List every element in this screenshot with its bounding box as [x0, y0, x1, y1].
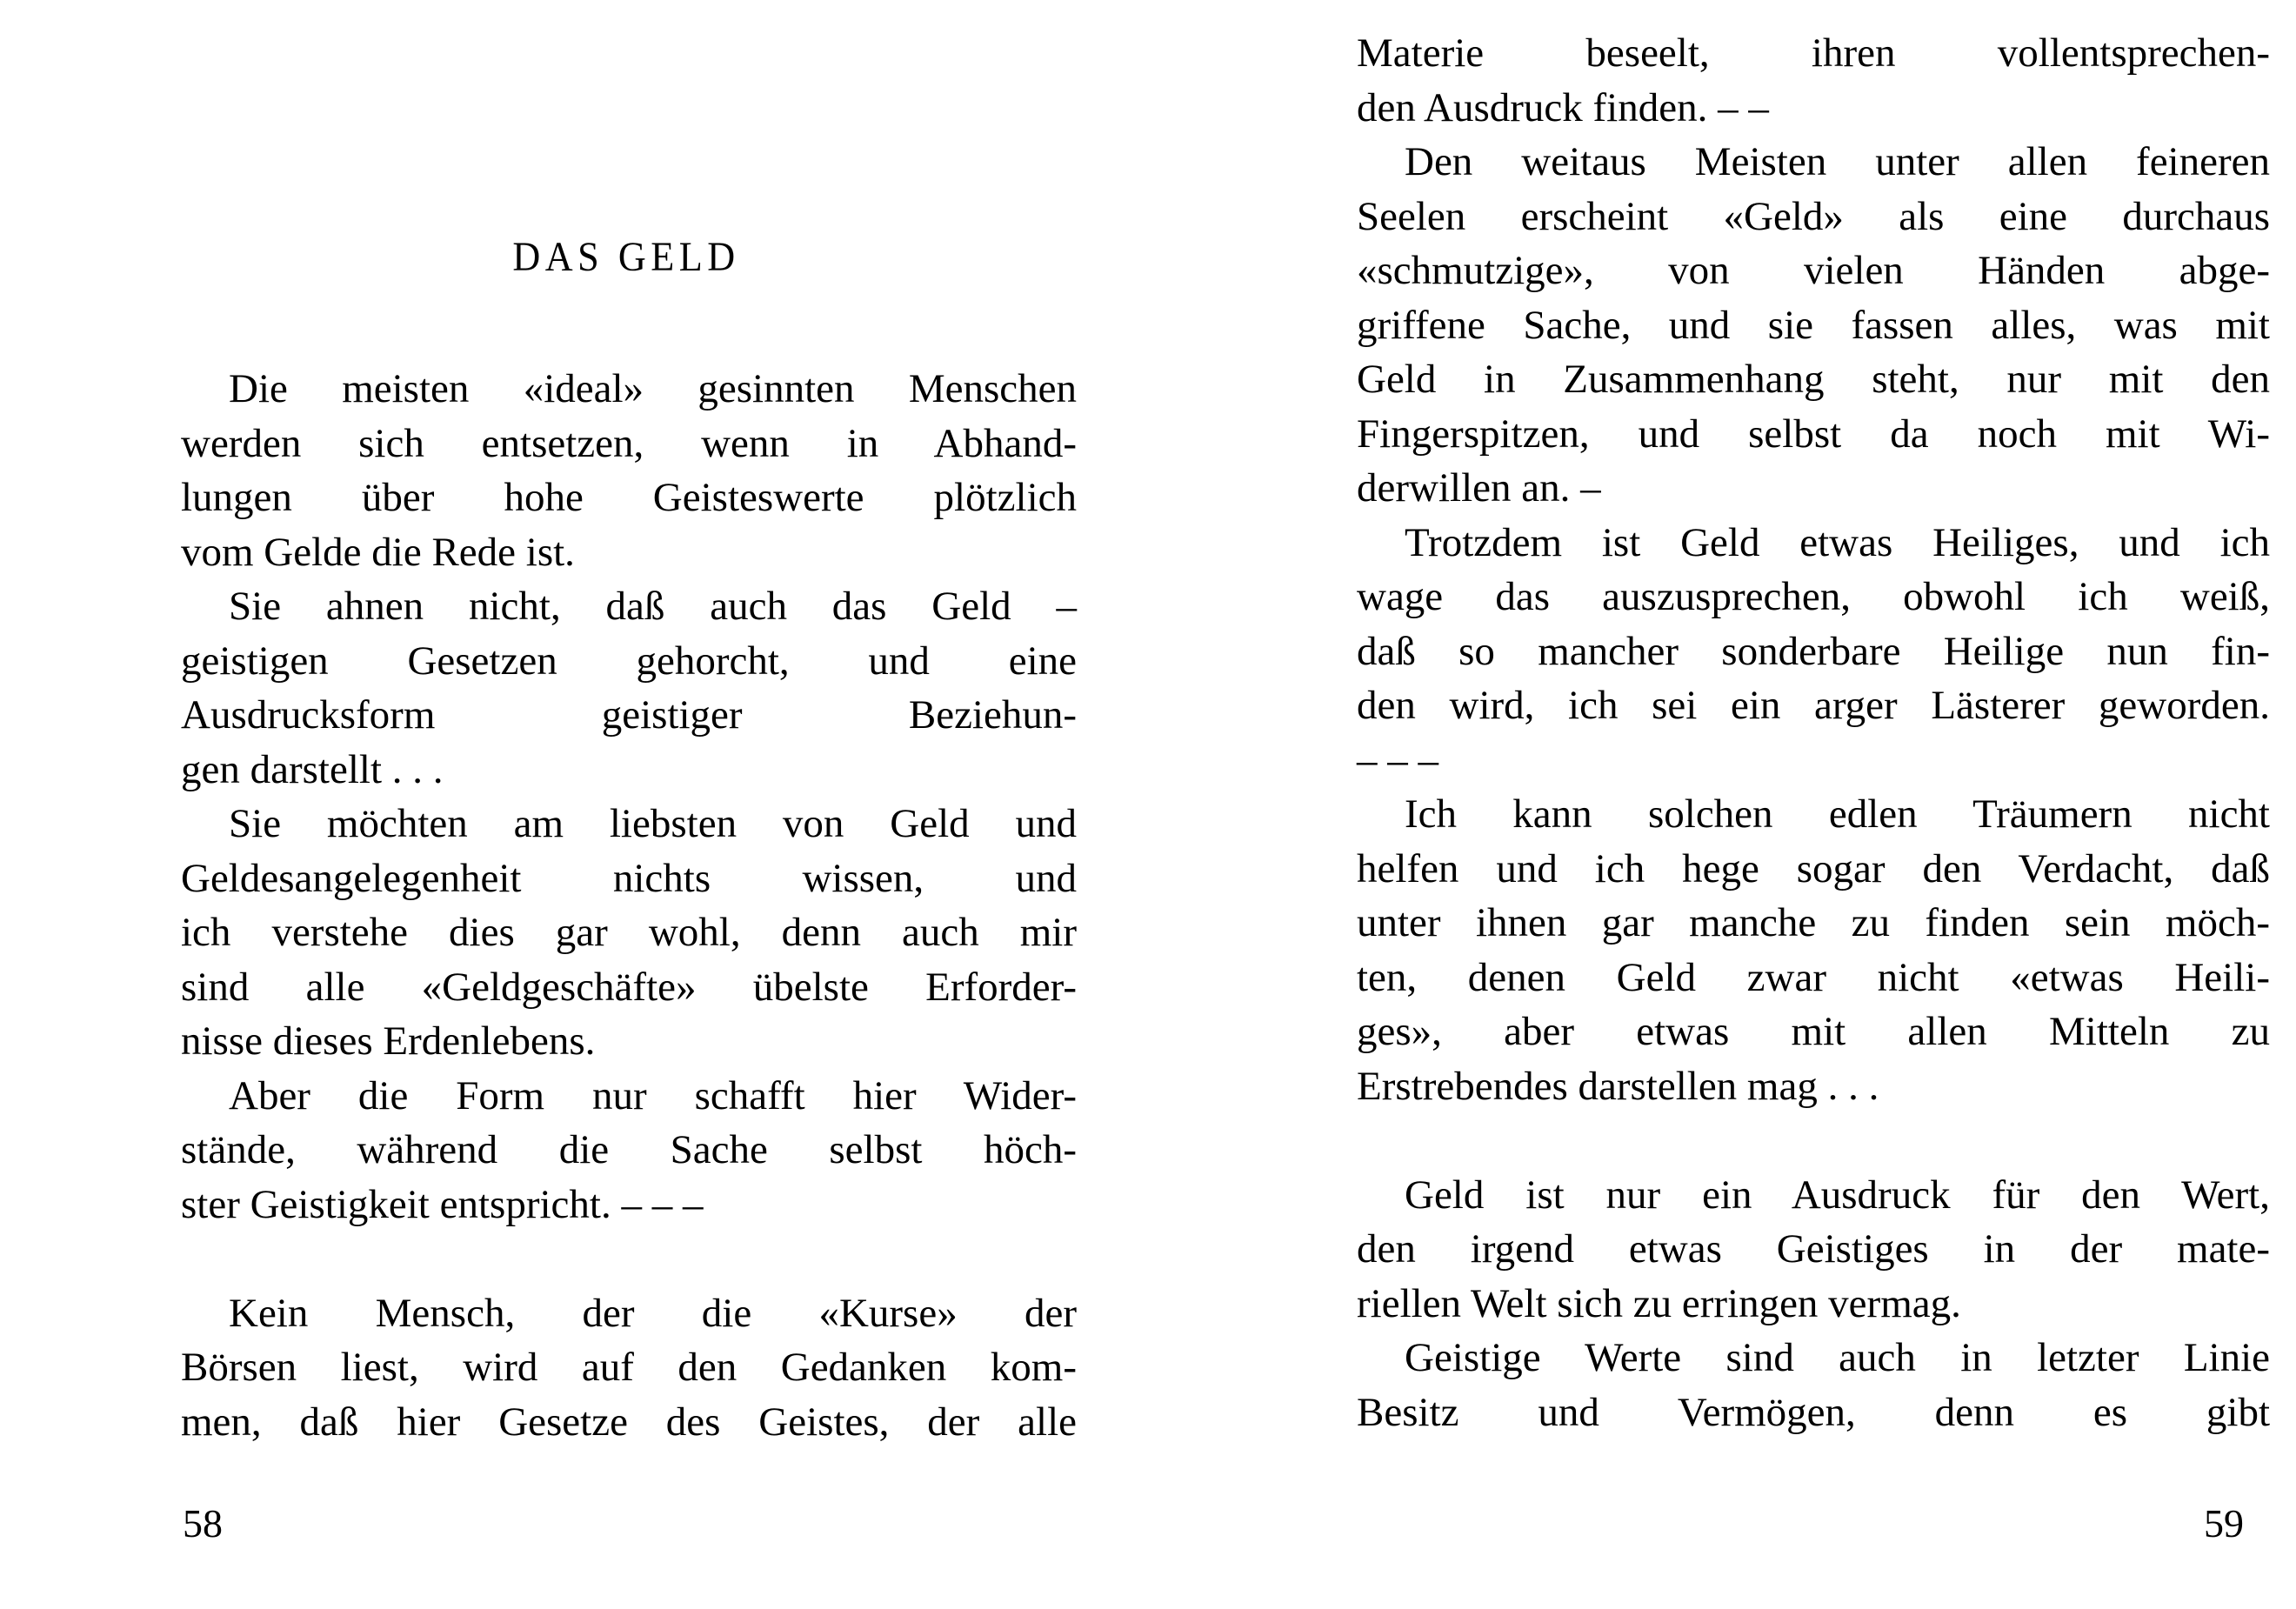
text-line: ges», aber etwas mit allen Mitteln zu: [1357, 1009, 2270, 1054]
text-line: den wird, ich sei ein arger Lästerer geworden.: [1357, 683, 2270, 728]
text-line: stände, während die Sache selbst höch-: [181, 1127, 1077, 1172]
text-line: unter ihnen gar manche zu finden sein möch-: [1357, 900, 2270, 945]
text-line: – – –: [1357, 737, 1438, 783]
right-page: [1148, 0, 2296, 1609]
text-line: Erstrebendes darstellen mag . . .: [1357, 1063, 1879, 1109]
text-line: Geldesangelegenheit nichts wissen, und: [181, 855, 1077, 901]
text-line: Geld in Zusammenhang steht, nur mit den: [1357, 357, 2270, 402]
text-line: Besitz und Vermögen, denn es gibt: [1357, 1389, 2270, 1435]
text-line: lungen über hohe Geisteswerte plötzlich: [181, 475, 1077, 520]
text-line: nisse dieses Erdenlebens.: [181, 1018, 596, 1064]
chapter-title: DAS GELD: [512, 234, 740, 280]
text-line: Aber die Form nur schafft hier Wider-: [229, 1072, 1077, 1118]
text-line: Sie möchten am liebsten von Geld und: [229, 801, 1077, 846]
text-line: «schmutzige», von vielen Händen abge-: [1357, 248, 2270, 293]
left-page-body: [181, 362, 1077, 1449]
page-number-left: 58: [183, 1501, 223, 1546]
text-line: Sie ahnen nicht, daß auch das Geld –: [229, 584, 1077, 629]
text-line: sind alle «Geldgeschäfte» übelste Erforder-: [181, 964, 1077, 1010]
text-line: Ich kann solchen edlen Träumern nicht: [1405, 791, 2270, 837]
text-line: riellen Welt sich zu erringen vermag.: [1357, 1280, 1961, 1326]
text-line: den irgend etwas Geistiges in der mate-: [1357, 1226, 2270, 1272]
text-line: Ausdrucksform geistiger Beziehun-: [181, 692, 1077, 738]
text-line: Trotzdem ist Geld etwas Heiliges, und ich: [1405, 519, 2270, 565]
text-line: Den weitaus Meisten unter allen feineren: [1405, 139, 2270, 184]
text-line: Geistige Werte sind auch in letzter Linie: [1405, 1335, 2270, 1380]
text-line: daß so mancher sonderbare Heilige nun fin-: [1357, 628, 2270, 674]
text-line: Fingerspitzen, und selbst da noch mit Wi-: [1357, 411, 2270, 457]
text-line: Kein Mensch, der die «Kurse» der: [229, 1290, 1077, 1336]
text-line: Seelen erscheint «Geld» als eine durchaus: [1357, 193, 2270, 239]
text-line: derwillen an. –: [1357, 465, 1601, 511]
text-line: helfen und ich hege sogar den Verdacht, daß: [1357, 845, 2270, 891]
right-page-body: [1357, 26, 2270, 1439]
paragraph-gap: [181, 1232, 1077, 1286]
page-number-right: 59: [2204, 1501, 2244, 1546]
text-line: griffene Sache, und sie fassen alles, was mit: [1357, 302, 2270, 348]
text-line: vom Gelde die Rede ist.: [181, 529, 575, 575]
text-line: ten, denen Geld zwar nicht «etwas Heili-: [1357, 954, 2270, 1000]
text-line: Börsen liest, wird auf den Gedanken kom-: [181, 1345, 1077, 1390]
text-line: wage das auszusprechen, obwohl ich weiß,: [1357, 574, 2270, 619]
text-line: geistigen Gesetzen gehorcht, und eine: [181, 638, 1077, 684]
text-line: Geld ist nur ein Ausdruck für den Wert,: [1405, 1172, 2270, 1218]
paragraph-gap: [1357, 1113, 2270, 1168]
text-line: werden sich entsetzen, wenn in Abhand-: [181, 420, 1077, 466]
text-line: Die meisten «ideal» gesinnten Menschen: [229, 366, 1077, 411]
text-line: den Ausdruck finden. – –: [1357, 84, 1769, 130]
text-line: ich verstehe dies gar wohl, denn auch mir: [181, 910, 1077, 955]
text-line: ster Geistigkeit entspricht. – – –: [181, 1181, 704, 1227]
text-line: gen darstellt . . .: [181, 746, 444, 792]
text-line: men, daß hier Gesetze des Geistes, der alle: [181, 1399, 1077, 1445]
text-line: Materie beseelt, ihren vollentsprechen-: [1357, 30, 2270, 76]
